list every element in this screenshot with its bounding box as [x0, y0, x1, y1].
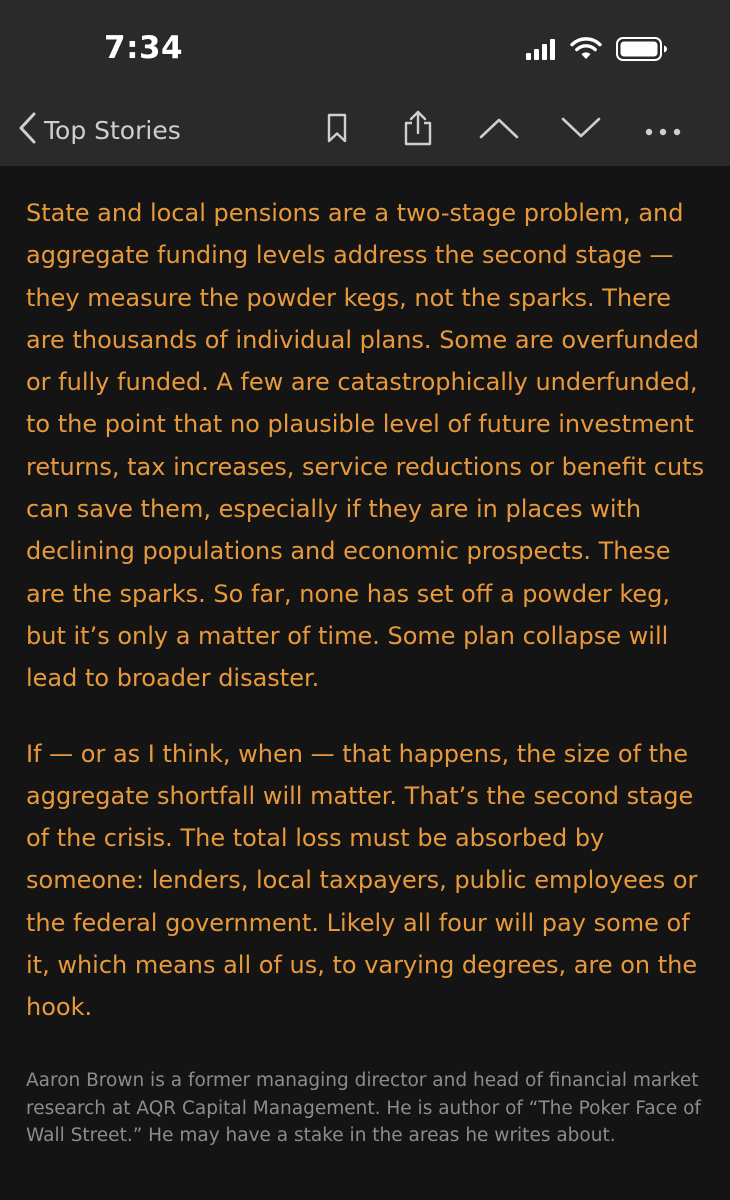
back-label: Top Stories — [44, 115, 181, 145]
article-body — [26, 192, 716, 1029]
next-article-icon — [561, 116, 601, 144]
wifi-icon — [570, 37, 602, 65]
more-button[interactable] — [644, 110, 682, 150]
signal-icon — [526, 38, 556, 64]
article-paragraph: If — or as I think, when — that happens, the size of the aggregate shortfall will matter. That’s the second stage of the crisis. The total loss must be absorbed by someone: lenders, local taxpayers, public employees or the federal government. Likely all four will pay some of it, which means all of us, to varying degrees, are on the hook. — [26, 739, 698, 1022]
previous-article-icon — [479, 116, 519, 144]
back-button[interactable] — [18, 110, 181, 150]
article-toolbar — [0, 98, 730, 166]
bookmark-icon — [326, 113, 348, 147]
more-icon — [645, 121, 681, 140]
previous-article-button[interactable] — [478, 110, 520, 150]
back-chevron-icon — [18, 112, 38, 148]
battery-icon — [616, 37, 668, 65]
next-article-button[interactable] — [560, 110, 602, 150]
share-button[interactable] — [400, 110, 436, 150]
status-icons — [526, 36, 668, 66]
author-bio: Aaron Brown is a former managing director and head of financial market research at AQR Capital Management. He is author of “The Poker Face of Wall Street.” He may have a stake in the areas he writes about. — [26, 1070, 701, 1146]
article-paragraph: State and local pensions are a two-stage problem, and aggregate funding levels address the second stage — they measure the powder kegs, not the sparks. There are thousands of individual plans. Some are overfunded or fully funded. A few are catastrophically underfunded, to the point that no plausible level of future investment returns, tax increases, service reductions or benefit cuts can save them, especially if they are in places with declining populations and economic prospects. These are the sparks. So far, none has set off a powder keg, but it’s only a matter of time. Some plan collapse will lead to broader disaster. — [26, 199, 705, 693]
share-icon — [401, 109, 435, 151]
bookmark-button[interactable] — [322, 110, 352, 150]
status-bar — [0, 0, 730, 98]
status-time: 7:34 — [104, 30, 184, 66]
